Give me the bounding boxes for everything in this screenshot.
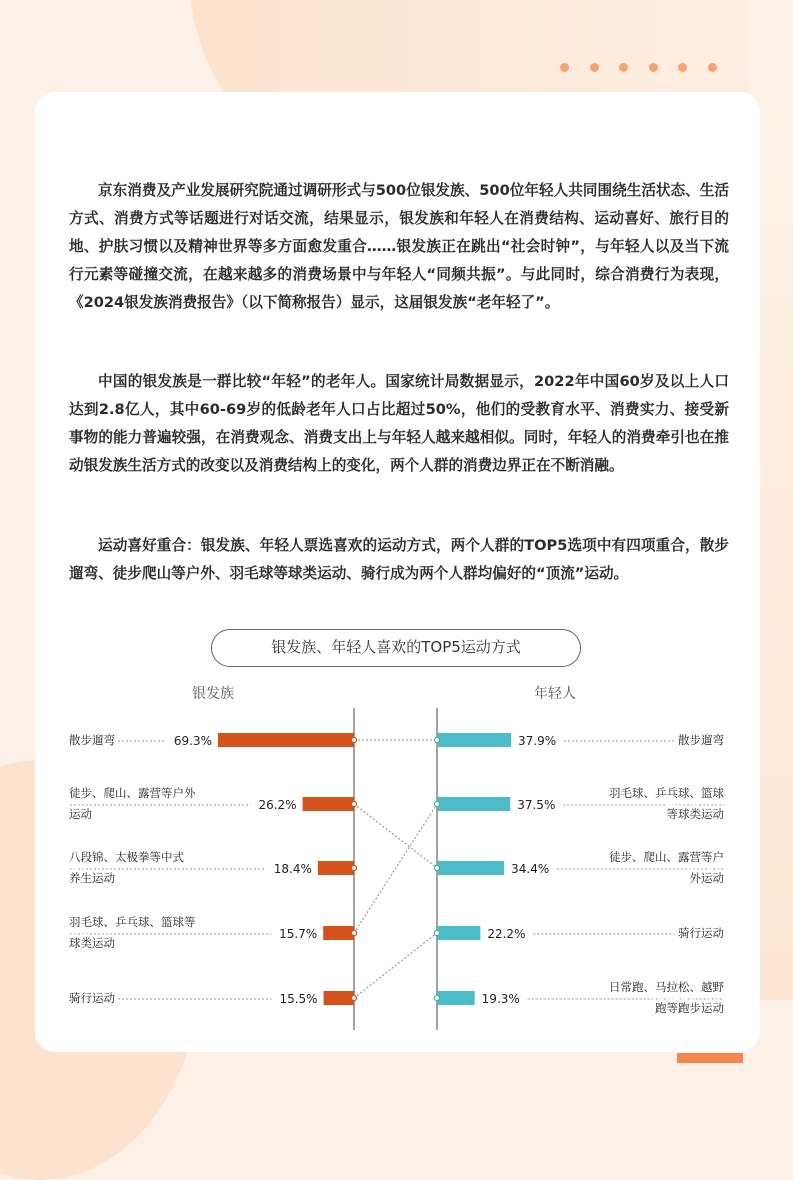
link-line — [354, 804, 437, 868]
marker-young — [434, 865, 439, 870]
value-label-young: 37.9% — [518, 734, 557, 748]
category-label-young: 徒步、爬山、露营等户 — [609, 850, 724, 864]
bar-young — [437, 797, 510, 811]
bar-young — [437, 861, 504, 875]
category-label-young: 跑等跑步运动 — [655, 1001, 724, 1015]
bar-silver — [218, 733, 354, 747]
bar-silver — [303, 797, 354, 811]
value-label-young: 34.4% — [511, 862, 550, 876]
marker-young — [434, 801, 439, 806]
category-label-silver: 球类运动 — [69, 936, 115, 950]
value-label-young: 22.2% — [487, 927, 526, 941]
series-name-silver: 银发族 — [192, 686, 234, 702]
category-label-silver: 羽毛球、乒乓球、篮球等 — [69, 915, 196, 929]
value-label-silver: 69.3% — [173, 734, 212, 748]
marker-silver — [351, 801, 356, 806]
series-name-young: 年轻人 — [534, 686, 576, 702]
bar-young — [437, 733, 511, 747]
marker-young — [434, 737, 439, 742]
marker-silver — [351, 865, 356, 870]
category-label-silver: 八段锦、太极拳等中式 — [69, 850, 184, 864]
value-label-silver: 15.7% — [279, 927, 318, 941]
category-label-silver: 运动 — [69, 807, 92, 821]
bar-silver — [323, 926, 354, 940]
value-label-young: 19.3% — [481, 992, 520, 1006]
bar-silver — [318, 861, 354, 875]
bar-silver — [324, 991, 354, 1005]
chart-title: 银发族、年轻人喜欢的TOP5运动方式 — [211, 629, 581, 667]
category-label-young: 等球类运动 — [666, 807, 724, 821]
category-label-young: 羽毛球、乒乓球、篮球 — [609, 786, 724, 800]
marker-silver — [351, 930, 356, 935]
category-label-silver: 散步遛弯 — [69, 733, 115, 747]
bar-young — [437, 926, 480, 940]
category-label-silver: 养生运动 — [69, 871, 115, 885]
bar-young — [437, 991, 475, 1005]
value-label-young: 37.5% — [517, 798, 556, 812]
value-label-silver: 26.2% — [258, 798, 297, 812]
paragraph-3: 运动喜好重合：银发族、年轻人票选喜欢的运动方式，两个人群的TOP5选项中有四项重合，散步遛弯、徒步爬山等户外、羽毛球等球类运动、骑行成为两个人群均偏好的“顶流”运动。 — [69, 537, 729, 582]
category-label-silver: 骑行运动 — [69, 991, 115, 1005]
category-label-young: 散步遛弯 — [678, 733, 724, 747]
paragraph-1: 京东消费及产业发展研究院通过调研形式与500位银发族、500位年轻人共同围绕生活状态、生活方式、消费方式等话题进行对话交流，结果显示，银发族和年轻人在消费结构、运动喜好、旅行目的地、护肤习惯以及精神世界等多方面愈发重合……银发族正在跳出“社会时钟”，与年轻人以及当下流行元素等碰撞交流，在越来越多的消费场景中与年轻人“同频共振”。与此同时，综合消费行为表现，《2024银发族消费报告》（以下简称报告）显示，这届银发族“老年轻了”。 — [69, 182, 729, 311]
marker-silver — [351, 995, 356, 1000]
link-line — [354, 804, 437, 933]
paragraph-2: 中国的银发族是一群比较“年轻”的老年人。国家统计局数据显示，2022年中国60岁及以上人口达到2.8亿人，其中60-69岁的低龄老年人口占比超过50%，他们的受教育水平、消费实力、接受新事物的能力普遍较强，在消费观念、消费支出上与年轻人越来越相似。同时，年轻人的消费牵引也在推动银发族生活方式的改变以及消费结构上的变化，两个人群的消费边界正在不断消融。 — [69, 373, 729, 474]
marker-young — [434, 930, 439, 935]
category-label-silver: 徒步、爬山、露营等户外 — [69, 786, 196, 800]
link-line — [354, 933, 437, 998]
marker-silver — [351, 737, 356, 742]
value-label-silver: 15.5% — [279, 992, 318, 1006]
category-label-young: 日常跑、马拉松、越野 — [609, 980, 724, 994]
value-label-silver: 18.4% — [273, 862, 312, 876]
category-label-young: 外运动 — [689, 871, 724, 885]
marker-young — [434, 995, 439, 1000]
category-label-young: 骑行运动 — [678, 926, 724, 940]
